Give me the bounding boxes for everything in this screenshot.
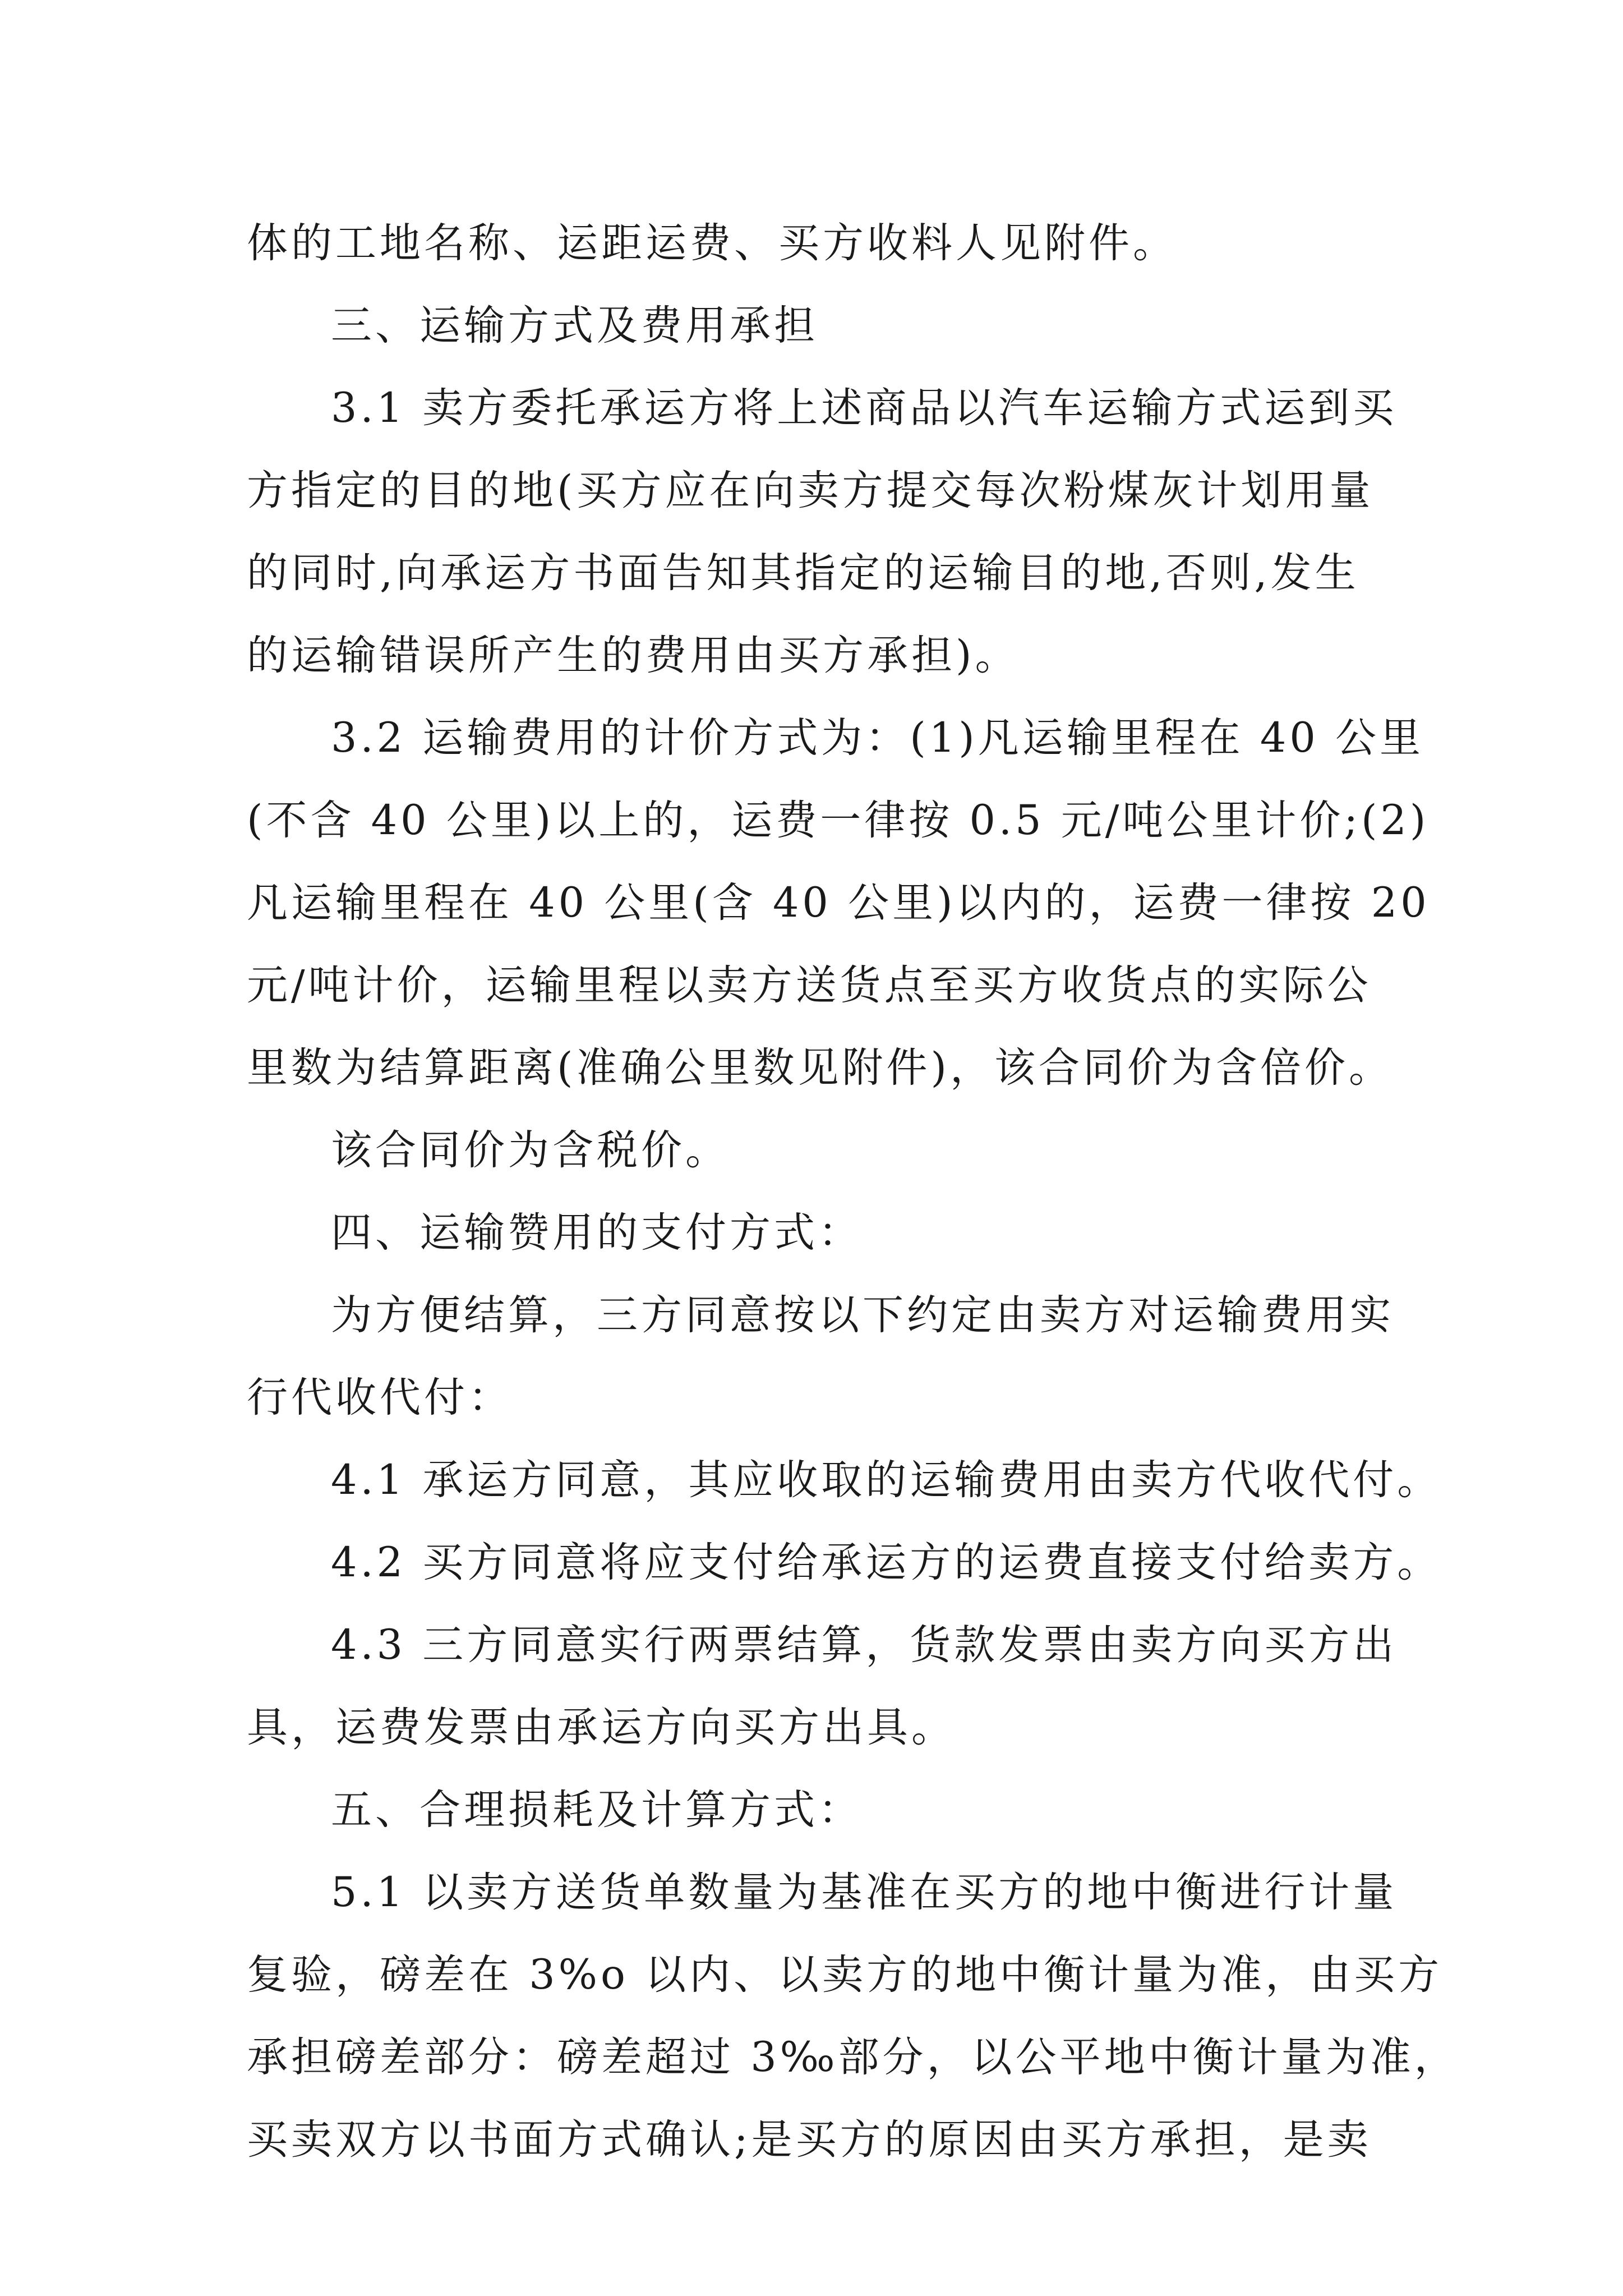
text-line: 的运输错误所产生的费用由买方承担)。 (247, 632, 1020, 679)
text-line: 承担磅差部分：磅差超过 3‰部分，以公平地中衡计量为准， (247, 2033, 1459, 2081)
text-line: 体的工地名称、运距运费、买方收料人见附件。 (247, 219, 1177, 267)
text-line: 3.2 运输费用的计价方式为：(1)凡运输里程在 40 公里 (331, 714, 1424, 762)
text-line: 元/吨计价，运输里程以卖方送货点至买方收货点的实际公 (247, 961, 1372, 1009)
text-line: 方指定的目的地(买方应在向卖方提交每次粉煤灰计划用量 (247, 467, 1374, 514)
text-line: 4.1 承运方同意，其应收取的运输费用由卖方代收代付。 (331, 1456, 1442, 1504)
contract-body-text (247, 202, 1459, 2181)
text-line: 4.2 买方同意将应支付给承运方的运费直接支付给卖方。 (331, 1539, 1442, 1586)
text-line: 行代收代付： (247, 1374, 513, 1421)
text-line: 凡运输里程在 40 公里(含 40 公里)以内的，运费一律按 20 (247, 879, 1430, 927)
text-line: 复验，磅差在 3%o 以内、以卖方的地中衡计量为准，由买方 (247, 1951, 1443, 1999)
text-line: (不含 40 公里)以上的，运费一律按 0.5 元/吨公里计价;(2) (247, 797, 1430, 844)
text-line: 3.1 卖方委托承运方将上述商品以汽车运输方式运到买 (331, 384, 1398, 432)
section-heading: 四、运输赞用的支付方式： (331, 1209, 863, 1257)
text-line: 买卖双方以书面方式确认;是买方的原因由买方承担，是卖 (247, 2116, 1372, 2164)
text-line: 该合同价为含税价。 (331, 1126, 730, 1174)
text-line: 为方便结算，三方同意按以下约定由卖方对运输费用实 (331, 1291, 1394, 1339)
text-line: 里数为结算距离(准确公里数见附件)，该合同价为含倍价。 (247, 1044, 1393, 1092)
text-line: 具，运费发票由承运方向买方出具。 (247, 1704, 956, 1751)
section-heading: 三、运输方式及费用承担 (331, 302, 818, 349)
text-line: 5.1 以卖方送货单数量为基准在买方的地中衡进行计量 (331, 1869, 1398, 1916)
text-line: 4.3 三方同意实行两票结算，货款发票由卖方向买方出 (331, 1621, 1398, 1669)
section-heading: 五、合理损耗及计算方式： (331, 1786, 863, 1834)
text-line: 的同时,向承运方书面告知其指定的运输目的地,否则,发生 (247, 549, 1359, 597)
